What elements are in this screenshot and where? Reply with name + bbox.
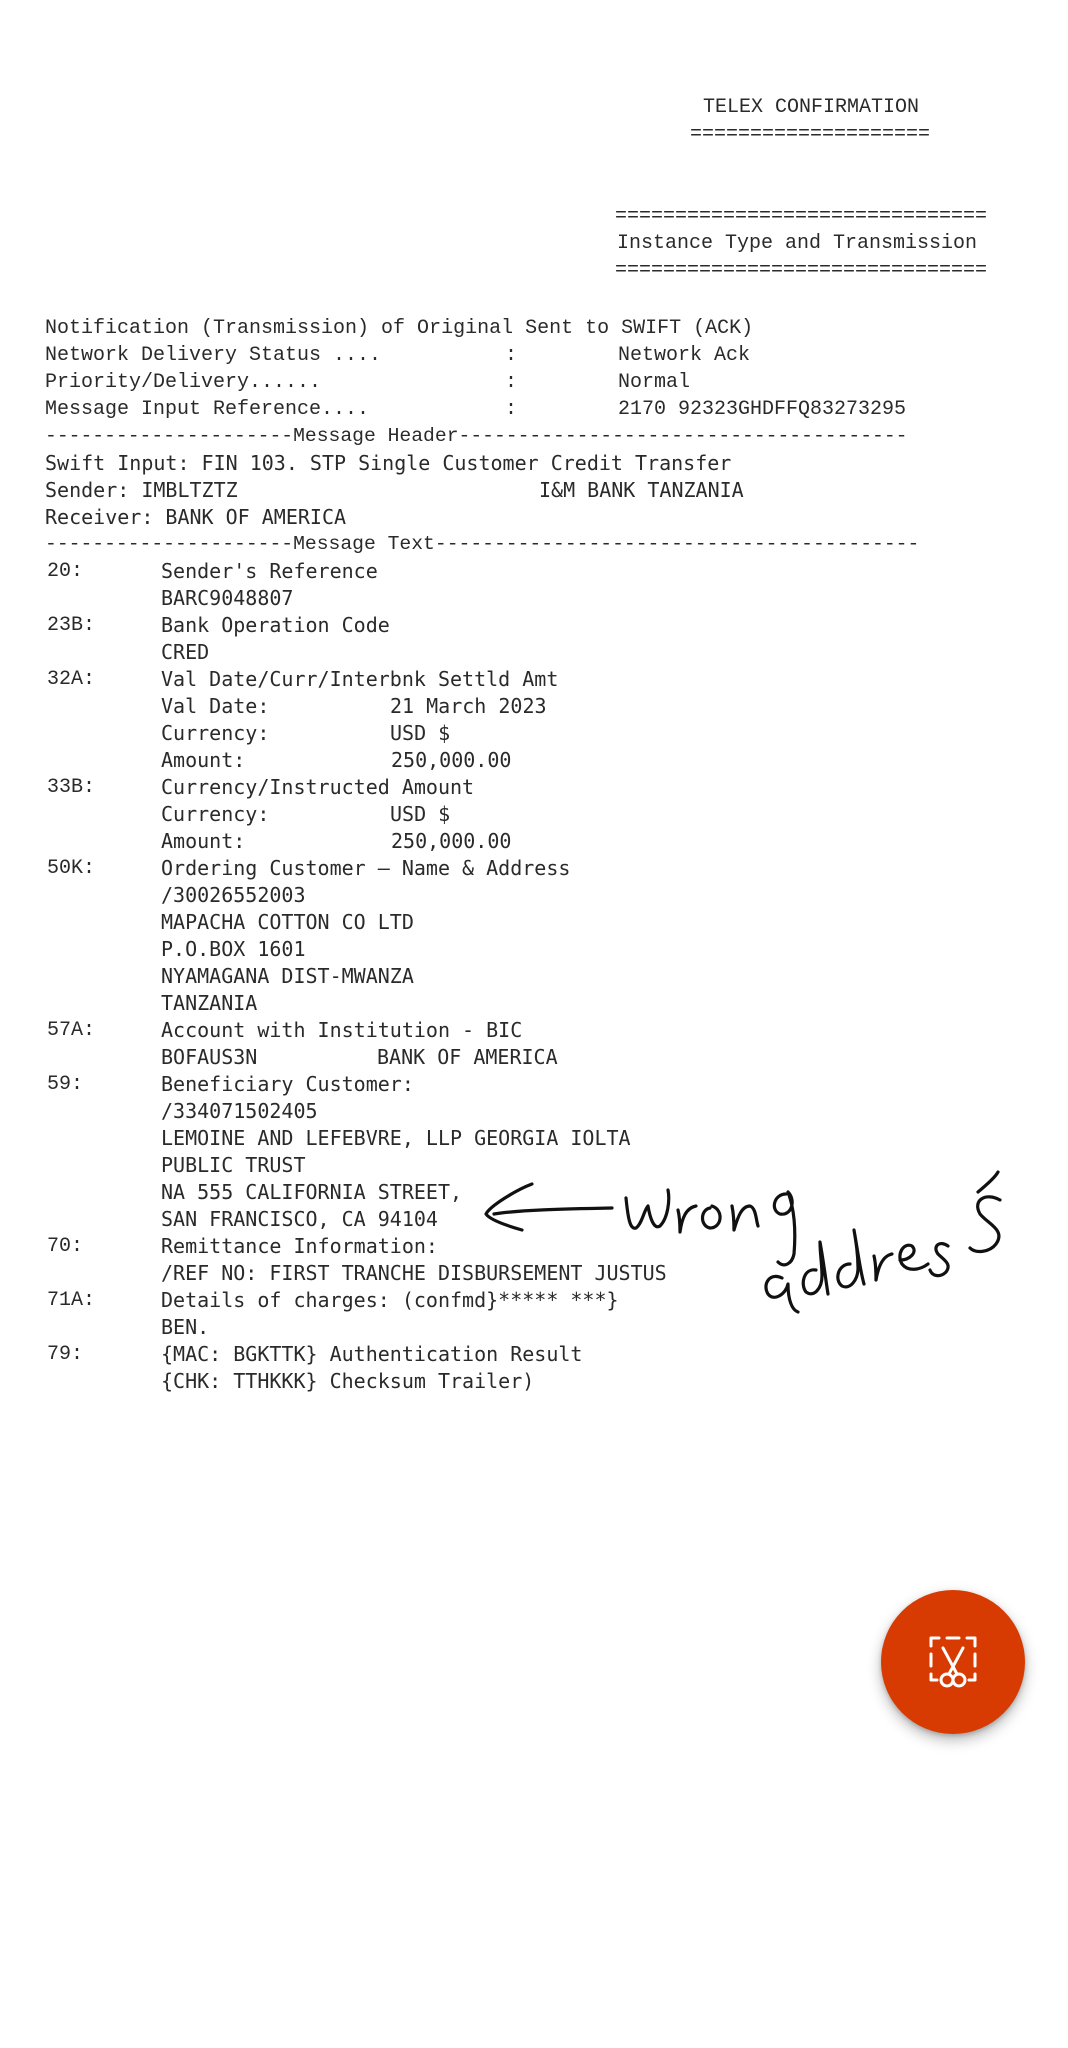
field-59-line-2: /334071502405 — [161, 1099, 318, 1123]
field-50k-line-5: NYAMAGANA DIST-MWANZA — [161, 964, 414, 988]
field-50k-line-6: TANZANIA — [161, 991, 258, 1015]
field-tag-50k: 50K: — [47, 857, 96, 880]
snip-scissors-icon — [921, 1630, 985, 1694]
field-59-line-6: SAN FRANCISCO, CA 94104 — [161, 1207, 438, 1231]
telex-title: TELEX CONFIRMATION — [703, 96, 920, 119]
priority-value: Normal — [618, 371, 691, 394]
field-57a-bic-code: BOFAUS3N — [161, 1045, 258, 1069]
field-tag-71a: 71A: — [47, 1289, 96, 1312]
field-20-line-2: BARC9048807 — [161, 586, 294, 610]
field-59-line-3: LEMOINE AND LEFEBVRE, LLP GEORGIA IOLTA — [161, 1126, 631, 1150]
field-59-line-5: NA 555 CALIFORNIA STREET, — [161, 1180, 463, 1204]
priority-sep: : — [505, 371, 518, 394]
field-33b-currency-label: Currency: — [161, 802, 270, 826]
field-23b-line-1: Bank Operation Code — [161, 613, 390, 637]
notification-line: Notification (Transmission) of Original Sent to SWIFT (ACK) — [45, 317, 754, 340]
message-text-divider: ---------------------Message Text----------------------------------------- — [45, 533, 920, 555]
field-tag-20: 20: — [47, 560, 84, 583]
field-tag-32a: 32A: — [47, 668, 96, 691]
instance-rule-top: =============================== — [615, 205, 988, 228]
instance-rule-bottom: =============================== — [615, 259, 988, 282]
field-79-line-1: {MAC: BGKTTK} Authentication Result — [161, 1342, 583, 1366]
field-59-line-1: Beneficiary Customer: — [161, 1072, 414, 1096]
field-32a-amount-value: 250,000.00 — [391, 748, 512, 772]
telex-title-underline: ==================== — [690, 123, 931, 146]
field-32a-val-date-value: 21 March 2023 — [390, 694, 547, 718]
field-79-line-2: {CHK: TTHKKK} Checksum Trailer) — [161, 1369, 535, 1393]
field-tag-70: 70: — [47, 1235, 84, 1258]
field-71a-line-1: Details of charges: (confmd}***** ***} — [161, 1288, 619, 1312]
field-50k-line-3: MAPACHA COTTON CO LTD — [161, 910, 414, 934]
field-32a-val-date-label: Val Date: — [161, 694, 270, 718]
sender-bank-name: I&M BANK TANZANIA — [539, 478, 744, 502]
field-57a-line-1: Account with Institution - BIC — [161, 1018, 523, 1042]
priority-label: Priority/Delivery...... — [45, 371, 322, 394]
instance-type-label: Instance Type and Transmission — [617, 232, 978, 255]
field-50k-line-1: Ordering Customer – Name & Address — [161, 856, 571, 880]
swift-input-line: Swift Input: FIN 103. STP Single Customer Credit Transfer — [45, 451, 732, 475]
field-32a-line-1: Val Date/Curr/Interbnk Settld Amt — [161, 667, 559, 691]
network-delivery-sep: : — [505, 344, 518, 367]
field-70-line-1: Remittance Information: — [161, 1234, 438, 1258]
field-23b-line-2: CRED — [161, 640, 210, 664]
field-32a-amount-label: Amount: — [161, 748, 246, 772]
field-59-line-4: PUBLIC TRUST — [161, 1153, 306, 1177]
network-delivery-value: Network Ack — [618, 344, 751, 367]
field-33b-amount-label: Amount: — [161, 829, 246, 853]
field-tag-33b: 33B: — [47, 776, 96, 799]
message-input-ref-label: Message Input Reference.... — [45, 398, 370, 421]
message-input-ref-sep: : — [505, 398, 518, 421]
annotation-arrow — [486, 1184, 532, 1230]
field-33b-currency-value: USD $ — [390, 802, 451, 826]
field-32a-currency-label: Currency: — [161, 721, 270, 745]
field-50k-line-4: P.O.BOX 1601 — [161, 937, 306, 961]
field-tag-79: 79: — [47, 1343, 84, 1366]
field-70-line-2: /REF NO: FIRST TRANCHE DISBURSEMENT JUSTUS — [161, 1261, 667, 1285]
handwritten-annotation — [480, 1160, 1040, 1350]
field-32a-currency-value: USD $ — [390, 721, 451, 745]
sender-line: Sender: IMBLTZTZ — [45, 478, 238, 502]
field-71a-line-2: BEN. — [161, 1315, 210, 1339]
snip-button[interactable] — [881, 1590, 1025, 1734]
receiver-line: Receiver: BANK OF AMERICA — [45, 505, 347, 529]
field-tag-57a: 57A: — [47, 1019, 96, 1042]
field-33b-line-1: Currency/Instructed Amount — [161, 775, 475, 799]
field-tag-59: 59: — [47, 1073, 84, 1096]
network-delivery-label: Network Delivery Status .... — [45, 344, 382, 367]
message-input-ref-value: 2170 92323GHDFFQ83273295 — [618, 398, 907, 421]
field-50k-line-2: /30026552003 — [161, 883, 306, 907]
field-tag-23b: 23B: — [47, 614, 96, 637]
message-header-divider: ---------------------Message Header-------------------------------------- — [45, 425, 908, 447]
field-33b-amount-value: 250,000.00 — [391, 829, 512, 853]
field-20-line-1: Sender's Reference — [161, 559, 378, 583]
field-57a-bic-name: BANK OF AMERICA — [377, 1045, 558, 1069]
